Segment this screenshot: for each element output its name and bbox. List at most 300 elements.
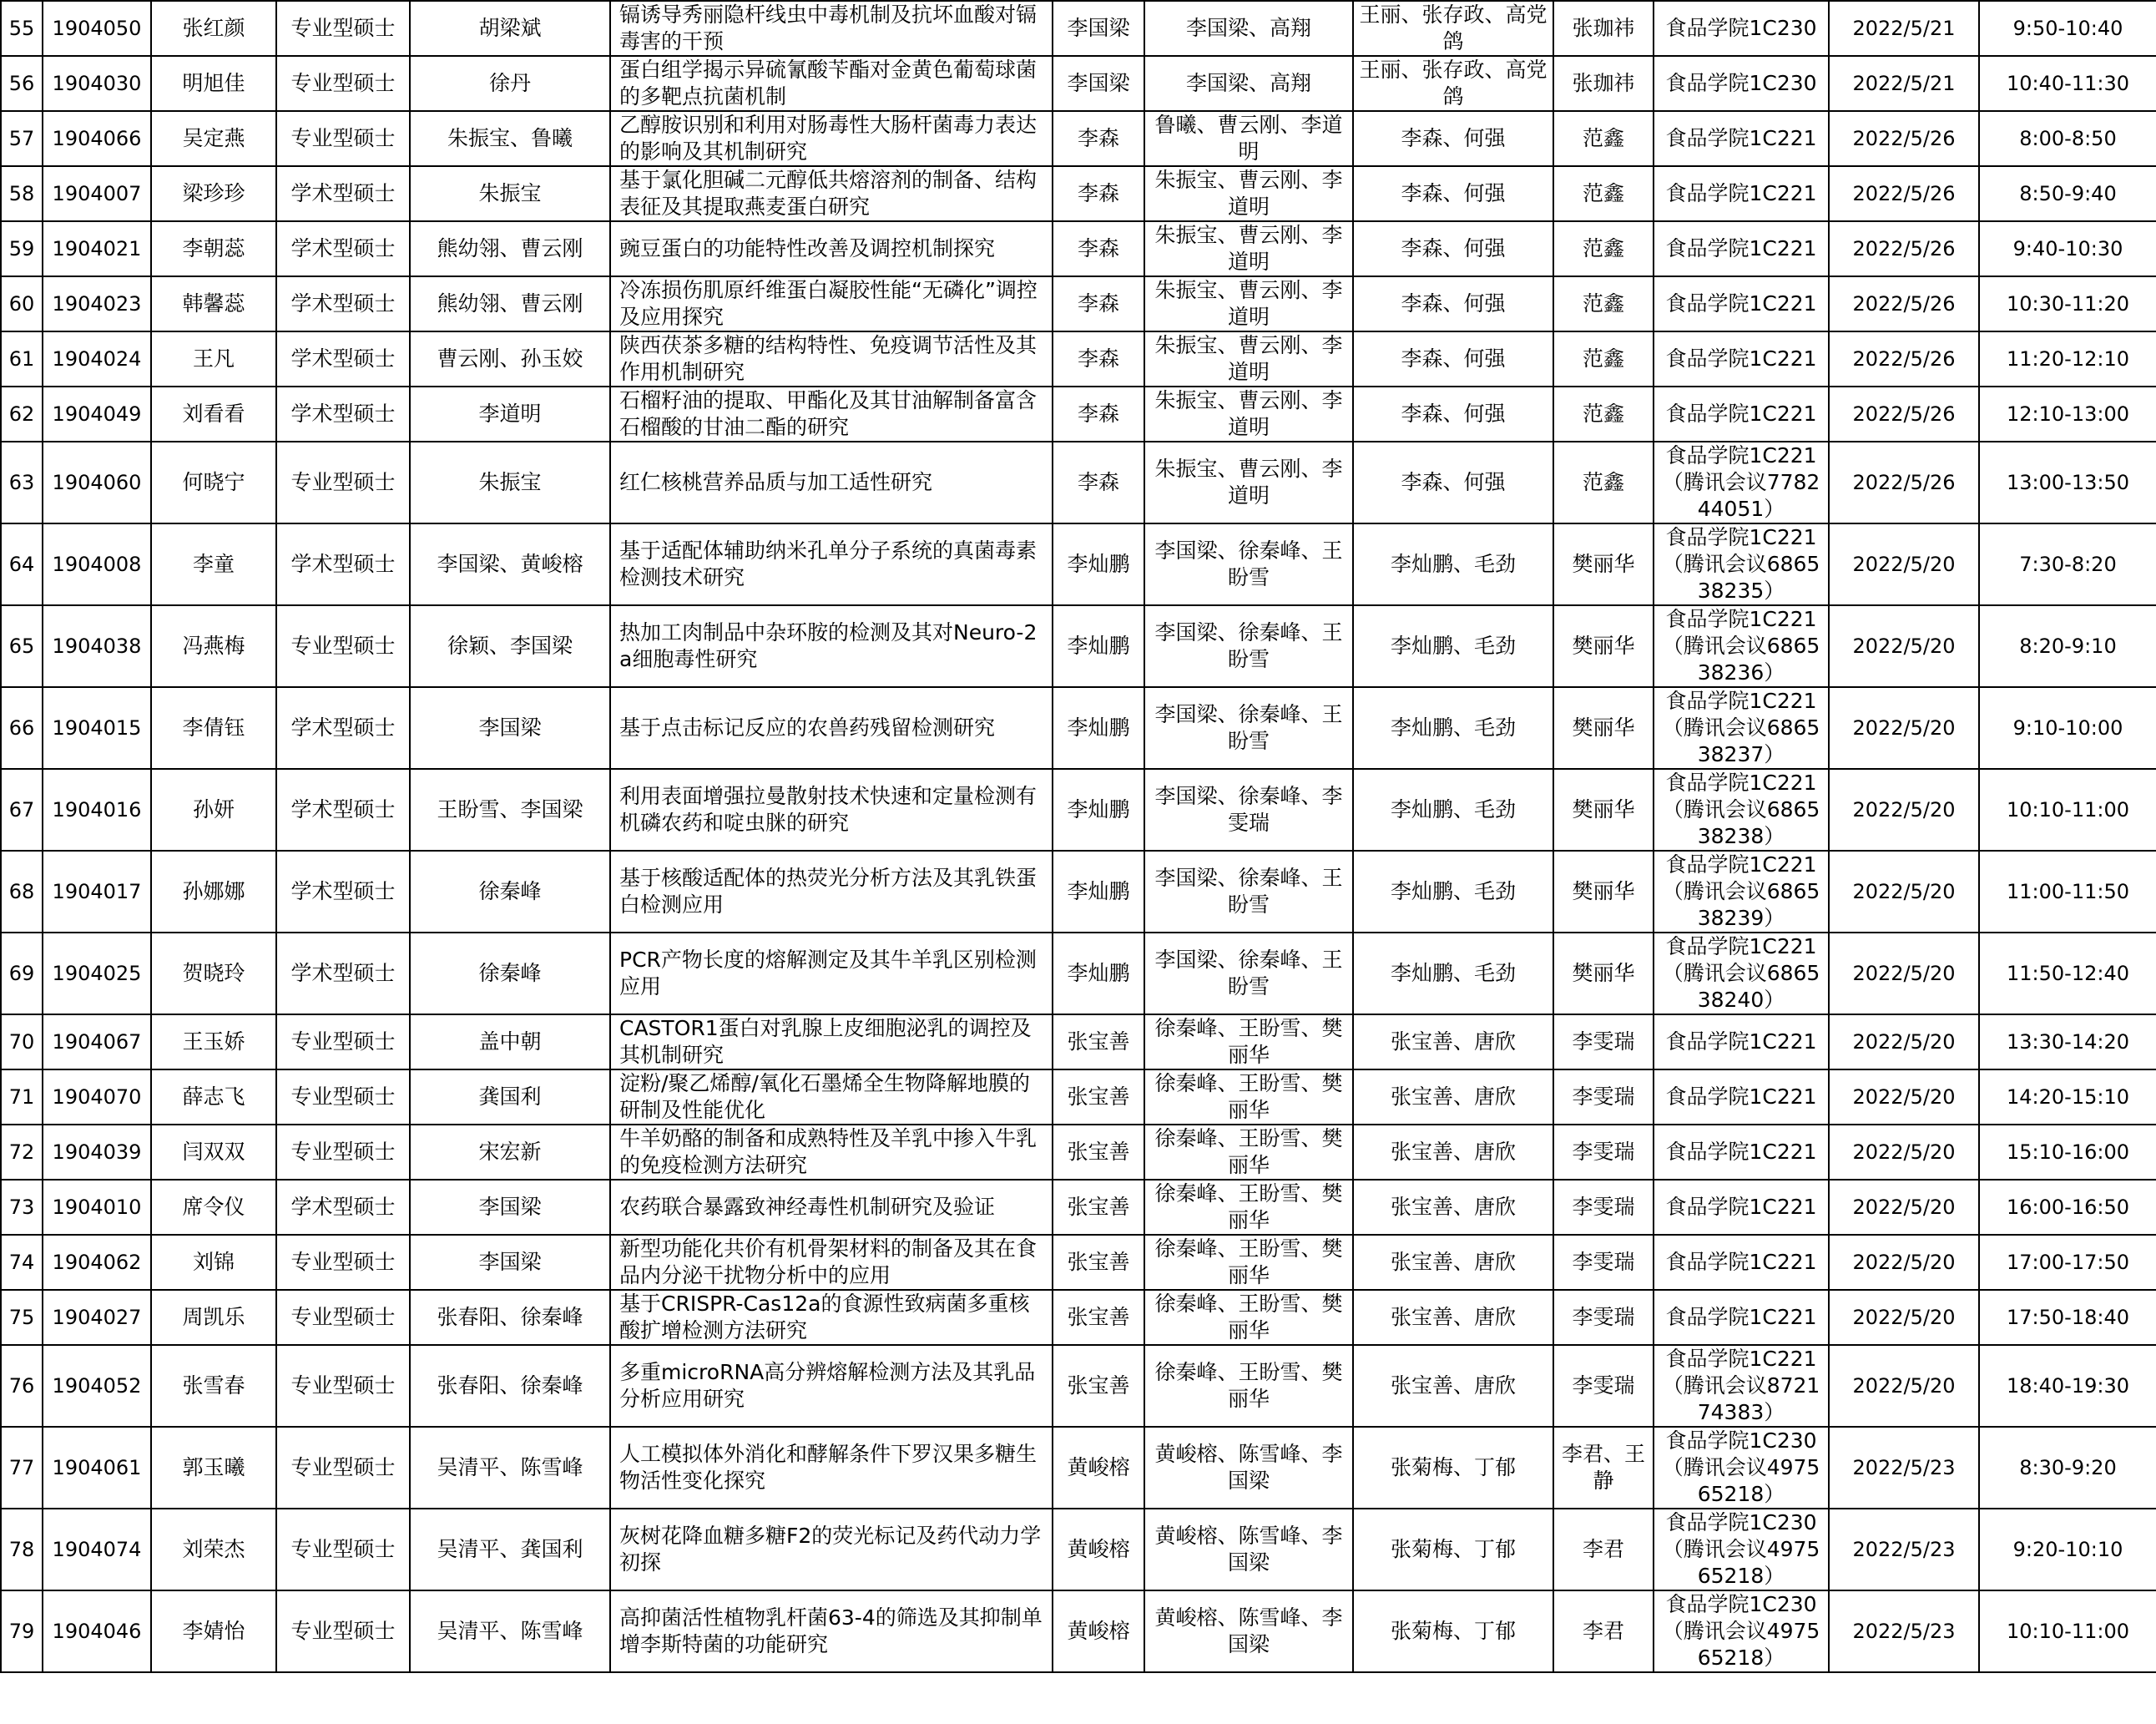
time-cell: 8:00-8:50 [1979, 111, 2156, 166]
student-name-cell: 孙妍 [151, 769, 276, 851]
committee-members-cell: 王丽、张存政、高党鸽 [1353, 1, 1553, 56]
chair-cell: 张宝善 [1053, 1290, 1144, 1345]
advisor-cell: 张春阳、徐秦峰 [410, 1290, 610, 1345]
advisor-cell: 李国梁、黄峻榕 [410, 523, 610, 605]
reviewers-cell: 鲁曦、曹云刚、李道明 [1144, 111, 1353, 166]
chair-cell: 李灿鹏 [1053, 523, 1144, 605]
reviewers-cell: 李国梁、高翔 [1144, 56, 1353, 111]
location-cell: 食品学院1C221（腾讯会议686538240） [1654, 933, 1829, 1014]
student-id-cell: 1904017 [43, 851, 151, 933]
secretary-cell: 李君 [1553, 1509, 1654, 1590]
student-name-cell: 刘锦 [151, 1235, 276, 1290]
time-cell: 7:30-8:20 [1979, 523, 2156, 605]
secretary-cell: 范鑫 [1553, 221, 1654, 276]
chair-cell: 张宝善 [1053, 1345, 1144, 1427]
date-cell: 2022/5/26 [1829, 166, 1979, 221]
location-cell: 食品学院1C230 [1654, 56, 1829, 111]
degree-type-cell: 专业型硕士 [276, 111, 410, 166]
advisor-cell: 朱振宝 [410, 442, 610, 523]
location-cell: 食品学院1C221 [1654, 221, 1829, 276]
row-number-cell: 60 [1, 276, 43, 331]
date-cell: 2022/5/26 [1829, 387, 1979, 442]
location-cell: 食品学院1C221（腾讯会议872174383） [1654, 1345, 1829, 1427]
location-cell: 食品学院1C221（腾讯会议778244051） [1654, 442, 1829, 523]
location-cell: 食品学院1C221（腾讯会议686538238） [1654, 769, 1829, 851]
advisor-cell: 李国梁 [410, 687, 610, 769]
degree-type-cell: 学术型硕士 [276, 687, 410, 769]
time-cell: 12:10-13:00 [1979, 387, 2156, 442]
row-number-cell: 69 [1, 933, 43, 1014]
student-name-cell: 何晓宁 [151, 442, 276, 523]
degree-type-cell: 专业型硕士 [276, 1069, 410, 1125]
secretary-cell: 范鑫 [1553, 276, 1654, 331]
reviewers-cell: 徐秦峰、王盼雪、樊丽华 [1144, 1235, 1353, 1290]
time-cell: 18:40-19:30 [1979, 1345, 2156, 1427]
student-name-cell: 席令仪 [151, 1180, 276, 1235]
degree-type-cell: 学术型硕士 [276, 166, 410, 221]
committee-members-cell: 李灿鹏、毛劲 [1353, 523, 1553, 605]
reviewers-cell: 李国梁、徐秦峰、王盼雪 [1144, 523, 1353, 605]
student-name-cell: 周凯乐 [151, 1290, 276, 1345]
student-name-cell: 韩馨蕊 [151, 276, 276, 331]
chair-cell: 黄峻榕 [1053, 1509, 1144, 1590]
thesis-title-cell: 基于核酸适配体的热荧光分析方法及其乳铁蛋白检测应用 [610, 851, 1053, 933]
thesis-title-cell: 新型功能化共价有机骨架材料的制备及其在食品内分泌干扰物分析中的应用 [610, 1235, 1053, 1290]
student-name-cell: 梁珍珍 [151, 166, 276, 221]
table-row [1, 221, 2156, 276]
time-cell: 13:30-14:20 [1979, 1014, 2156, 1069]
location-cell: 食品学院1C221 [1654, 1235, 1829, 1290]
table-row [1, 1590, 2156, 1672]
table-row [1, 387, 2156, 442]
chair-cell: 李灿鹏 [1053, 687, 1144, 769]
reviewers-cell: 徐秦峰、王盼雪、樊丽华 [1144, 1345, 1353, 1427]
advisor-cell: 龚国利 [410, 1069, 610, 1125]
reviewers-cell: 徐秦峰、王盼雪、樊丽华 [1144, 1014, 1353, 1069]
table-row [1, 1, 2156, 56]
degree-type-cell: 学术型硕士 [276, 387, 410, 442]
secretary-cell: 张珈祎 [1553, 56, 1654, 111]
location-cell: 食品学院1C221 [1654, 111, 1829, 166]
time-cell: 11:50-12:40 [1979, 933, 2156, 1014]
time-cell: 8:20-9:10 [1979, 605, 2156, 687]
table-row [1, 605, 2156, 687]
table-body [1, 1, 2156, 1672]
committee-members-cell: 李森、何强 [1353, 111, 1553, 166]
location-cell: 食品学院1C221 [1654, 1014, 1829, 1069]
secretary-cell: 樊丽华 [1553, 851, 1654, 933]
secretary-cell: 李雯瑞 [1553, 1014, 1654, 1069]
date-cell: 2022/5/23 [1829, 1590, 1979, 1672]
reviewers-cell: 徐秦峰、王盼雪、樊丽华 [1144, 1180, 1353, 1235]
reviewers-cell: 黄峻榕、陈雪峰、李国梁 [1144, 1590, 1353, 1672]
location-cell: 食品学院1C230（腾讯会议497565218） [1654, 1509, 1829, 1590]
time-cell: 11:00-11:50 [1979, 851, 2156, 933]
chair-cell: 李森 [1053, 331, 1144, 387]
table-row [1, 1509, 2156, 1590]
row-number-cell: 65 [1, 605, 43, 687]
date-cell: 2022/5/21 [1829, 1, 1979, 56]
date-cell: 2022/5/20 [1829, 1014, 1979, 1069]
time-cell: 10:10-11:00 [1979, 769, 2156, 851]
secretary-cell: 樊丽华 [1553, 769, 1654, 851]
reviewers-cell: 朱振宝、曹云刚、李道明 [1144, 276, 1353, 331]
advisor-cell: 徐颖、李国梁 [410, 605, 610, 687]
committee-members-cell: 李森、何强 [1353, 276, 1553, 331]
advisor-cell: 徐秦峰 [410, 933, 610, 1014]
student-id-cell: 1904024 [43, 331, 151, 387]
chair-cell: 李国梁 [1053, 56, 1144, 111]
secretary-cell: 范鑫 [1553, 387, 1654, 442]
location-cell: 食品学院1C230（腾讯会议497565218） [1654, 1590, 1829, 1672]
student-id-cell: 1904016 [43, 769, 151, 851]
date-cell: 2022/5/20 [1829, 523, 1979, 605]
secretary-cell: 樊丽华 [1553, 933, 1654, 1014]
student-name-cell: 张雪春 [151, 1345, 276, 1427]
row-number-cell: 63 [1, 442, 43, 523]
student-id-cell: 1904007 [43, 166, 151, 221]
chair-cell: 张宝善 [1053, 1235, 1144, 1290]
committee-members-cell: 张宝善、唐欣 [1353, 1069, 1553, 1125]
thesis-title-cell: 利用表面增强拉曼散射技术快速和定量检测有机磷农药和啶虫脒的研究 [610, 769, 1053, 851]
thesis-title-cell: 陕西茯茶多糖的结构特性、免疫调节活性及其作用机制研究 [610, 331, 1053, 387]
secretary-cell: 李雯瑞 [1553, 1125, 1654, 1180]
date-cell: 2022/5/26 [1829, 331, 1979, 387]
advisor-cell: 徐丹 [410, 56, 610, 111]
committee-members-cell: 张宝善、唐欣 [1353, 1180, 1553, 1235]
chair-cell: 张宝善 [1053, 1069, 1144, 1125]
secretary-cell: 李雯瑞 [1553, 1290, 1654, 1345]
secretary-cell: 樊丽华 [1553, 687, 1654, 769]
committee-members-cell: 李灿鹏、毛劲 [1353, 933, 1553, 1014]
degree-type-cell: 专业型硕士 [276, 1590, 410, 1672]
location-cell: 食品学院1C221（腾讯会议686538236） [1654, 605, 1829, 687]
time-cell: 9:50-10:40 [1979, 1, 2156, 56]
table-row [1, 331, 2156, 387]
secretary-cell: 李雯瑞 [1553, 1235, 1654, 1290]
row-number-cell: 78 [1, 1509, 43, 1590]
thesis-title-cell: 冷冻损伤肌原纤维蛋白凝胶性能“无磷化”调控及应用探究 [610, 276, 1053, 331]
student-name-cell: 冯燕梅 [151, 605, 276, 687]
row-number-cell: 64 [1, 523, 43, 605]
chair-cell: 黄峻榕 [1053, 1427, 1144, 1509]
location-cell: 食品学院1C221 [1654, 166, 1829, 221]
time-cell: 17:00-17:50 [1979, 1235, 2156, 1290]
secretary-cell: 李君、王静 [1553, 1427, 1654, 1509]
committee-members-cell: 李灿鹏、毛劲 [1353, 769, 1553, 851]
date-cell: 2022/5/26 [1829, 221, 1979, 276]
student-name-cell: 王凡 [151, 331, 276, 387]
committee-members-cell: 李灿鹏、毛劲 [1353, 851, 1553, 933]
student-name-cell: 李婧怡 [151, 1590, 276, 1672]
date-cell: 2022/5/20 [1829, 1345, 1979, 1427]
secretary-cell: 樊丽华 [1553, 605, 1654, 687]
reviewers-cell: 黄峻榕、陈雪峰、李国梁 [1144, 1509, 1353, 1590]
student-name-cell: 王玉娇 [151, 1014, 276, 1069]
location-cell: 食品学院1C221 [1654, 387, 1829, 442]
chair-cell: 李森 [1053, 221, 1144, 276]
time-cell: 13:00-13:50 [1979, 442, 2156, 523]
advisor-cell: 李国梁 [410, 1235, 610, 1290]
student-id-cell: 1904039 [43, 1125, 151, 1180]
reviewers-cell: 徐秦峰、王盼雪、樊丽华 [1144, 1069, 1353, 1125]
degree-type-cell: 学术型硕士 [276, 933, 410, 1014]
advisor-cell: 曹云刚、孙玉姣 [410, 331, 610, 387]
advisor-cell: 胡梁斌 [410, 1, 610, 56]
location-cell: 食品学院1C221（腾讯会议686538235） [1654, 523, 1829, 605]
table-row [1, 111, 2156, 166]
chair-cell: 李森 [1053, 276, 1144, 331]
student-id-cell: 1904066 [43, 111, 151, 166]
committee-members-cell: 张宝善、唐欣 [1353, 1014, 1553, 1069]
secretary-cell: 李君 [1553, 1590, 1654, 1672]
advisor-cell: 朱振宝 [410, 166, 610, 221]
location-cell: 食品学院1C230（腾讯会议497565218） [1654, 1427, 1829, 1509]
date-cell: 2022/5/23 [1829, 1509, 1979, 1590]
advisor-cell: 王盼雪、李国梁 [410, 769, 610, 851]
row-number-cell: 55 [1, 1, 43, 56]
row-number-cell: 71 [1, 1069, 43, 1125]
secretary-cell: 李雯瑞 [1553, 1345, 1654, 1427]
row-number-cell: 56 [1, 56, 43, 111]
thesis-title-cell: 基于CRISPR-Cas12a的食源性致病菌多重核酸扩增检测方法研究 [610, 1290, 1053, 1345]
table-row [1, 1290, 2156, 1345]
location-cell: 食品学院1C221 [1654, 276, 1829, 331]
degree-type-cell: 学术型硕士 [276, 769, 410, 851]
row-number-cell: 68 [1, 851, 43, 933]
reviewers-cell: 黄峻榕、陈雪峰、李国梁 [1144, 1427, 1353, 1509]
committee-members-cell: 李森、何强 [1353, 221, 1553, 276]
advisor-cell: 熊幼翎、曹云刚 [410, 221, 610, 276]
date-cell: 2022/5/26 [1829, 276, 1979, 331]
date-cell: 2022/5/20 [1829, 769, 1979, 851]
chair-cell: 张宝善 [1053, 1125, 1144, 1180]
reviewers-cell: 朱振宝、曹云刚、李道明 [1144, 442, 1353, 523]
student-name-cell: 李倩钰 [151, 687, 276, 769]
student-name-cell: 薛志飞 [151, 1069, 276, 1125]
thesis-title-cell: 石榴籽油的提取、甲酯化及其甘油解制备富含石榴酸的甘油二酯的研究 [610, 387, 1053, 442]
time-cell: 9:40-10:30 [1979, 221, 2156, 276]
student-name-cell: 吴定燕 [151, 111, 276, 166]
location-cell: 食品学院1C221 [1654, 1290, 1829, 1345]
thesis-title-cell: 红仁核桃营养品质与加工适性研究 [610, 442, 1053, 523]
student-id-cell: 1904074 [43, 1509, 151, 1590]
row-number-cell: 57 [1, 111, 43, 166]
degree-type-cell: 专业型硕士 [276, 1125, 410, 1180]
time-cell: 17:50-18:40 [1979, 1290, 2156, 1345]
row-number-cell: 61 [1, 331, 43, 387]
student-id-cell: 1904030 [43, 56, 151, 111]
date-cell: 2022/5/20 [1829, 933, 1979, 1014]
chair-cell: 李森 [1053, 442, 1144, 523]
student-name-cell: 明旭佳 [151, 56, 276, 111]
date-cell: 2022/5/20 [1829, 1125, 1979, 1180]
committee-members-cell: 张菊梅、丁郁 [1353, 1509, 1553, 1590]
secretary-cell: 樊丽华 [1553, 523, 1654, 605]
row-number-cell: 74 [1, 1235, 43, 1290]
thesis-title-cell: PCR产物长度的熔解测定及其牛羊乳区别检测应用 [610, 933, 1053, 1014]
row-number-cell: 70 [1, 1014, 43, 1069]
advisor-cell: 吴清平、陈雪峰 [410, 1427, 610, 1509]
advisor-cell: 吴清平、陈雪峰 [410, 1590, 610, 1672]
student-id-cell: 1904015 [43, 687, 151, 769]
time-cell: 15:10-16:00 [1979, 1125, 2156, 1180]
committee-members-cell: 张菊梅、丁郁 [1353, 1590, 1553, 1672]
degree-type-cell: 学术型硕士 [276, 851, 410, 933]
location-cell: 食品学院1C221（腾讯会议686538239） [1654, 851, 1829, 933]
date-cell: 2022/5/20 [1829, 687, 1979, 769]
row-number-cell: 76 [1, 1345, 43, 1427]
table-row [1, 769, 2156, 851]
date-cell: 2022/5/20 [1829, 1069, 1979, 1125]
student-name-cell: 李朝蕊 [151, 221, 276, 276]
advisor-cell: 盖中朝 [410, 1014, 610, 1069]
chair-cell: 张宝善 [1053, 1014, 1144, 1069]
time-cell: 9:20-10:10 [1979, 1509, 2156, 1590]
degree-type-cell: 专业型硕士 [276, 1, 410, 56]
table-row [1, 1235, 2156, 1290]
committee-members-cell: 李森、何强 [1353, 387, 1553, 442]
reviewers-cell: 朱振宝、曹云刚、李道明 [1144, 387, 1353, 442]
student-id-cell: 1904050 [43, 1, 151, 56]
advisor-cell: 宋宏新 [410, 1125, 610, 1180]
thesis-title-cell: 牛羊奶酪的制备和成熟特性及羊乳中掺入牛乳的免疫检测方法研究 [610, 1125, 1053, 1180]
degree-type-cell: 专业型硕士 [276, 1345, 410, 1427]
chair-cell: 李国梁 [1053, 1, 1144, 56]
location-cell: 食品学院1C221 [1654, 1125, 1829, 1180]
time-cell: 10:10-11:00 [1979, 1590, 2156, 1672]
student-id-cell: 1904070 [43, 1069, 151, 1125]
student-id-cell: 1904046 [43, 1590, 151, 1672]
secretary-cell: 范鑫 [1553, 166, 1654, 221]
thesis-title-cell: 基于适配体辅助纳米孔单分子系统的真菌毒素检测技术研究 [610, 523, 1053, 605]
row-number-cell: 66 [1, 687, 43, 769]
secretary-cell: 范鑫 [1553, 442, 1654, 523]
row-number-cell: 79 [1, 1590, 43, 1672]
committee-members-cell: 张菊梅、丁郁 [1353, 1427, 1553, 1509]
time-cell: 16:00-16:50 [1979, 1180, 2156, 1235]
student-id-cell: 1904023 [43, 276, 151, 331]
student-id-cell: 1904067 [43, 1014, 151, 1069]
time-cell: 14:20-15:10 [1979, 1069, 2156, 1125]
row-number-cell: 73 [1, 1180, 43, 1235]
thesis-title-cell: 乙醇胺识别和利用对肠毒性大肠杆菌毒力表达的影响及其机制研究 [610, 111, 1053, 166]
secretary-cell: 李雯瑞 [1553, 1069, 1654, 1125]
row-number-cell: 75 [1, 1290, 43, 1345]
row-number-cell: 62 [1, 387, 43, 442]
chair-cell: 李灿鹏 [1053, 933, 1144, 1014]
reviewers-cell: 李国梁、徐秦峰、王盼雪 [1144, 605, 1353, 687]
degree-type-cell: 专业型硕士 [276, 1427, 410, 1509]
reviewers-cell: 朱振宝、曹云刚、李道明 [1144, 221, 1353, 276]
student-id-cell: 1904021 [43, 221, 151, 276]
degree-type-cell: 学术型硕士 [276, 331, 410, 387]
thesis-title-cell: 灰树花降血糖多糖F2的荧光标记及药代动力学初探 [610, 1509, 1053, 1590]
student-name-cell: 张红颜 [151, 1, 276, 56]
thesis-title-cell: 基于氯化胆碱二元醇低共熔溶剂的制备、结构表征及其提取燕麦蛋白研究 [610, 166, 1053, 221]
reviewers-cell: 李国梁、徐秦峰、王盼雪 [1144, 851, 1353, 933]
student-id-cell: 1904049 [43, 387, 151, 442]
student-id-cell: 1904052 [43, 1345, 151, 1427]
table-row [1, 1125, 2156, 1180]
student-id-cell: 1904008 [43, 523, 151, 605]
committee-members-cell: 张宝善、唐欣 [1353, 1345, 1553, 1427]
thesis-title-cell: CASTOR1蛋白对乳腺上皮细胞泌乳的调控及其机制研究 [610, 1014, 1053, 1069]
degree-type-cell: 专业型硕士 [276, 442, 410, 523]
table-row [1, 56, 2156, 111]
chair-cell: 李森 [1053, 166, 1144, 221]
chair-cell: 黄峻榕 [1053, 1590, 1144, 1672]
table-row [1, 1427, 2156, 1509]
location-cell: 食品学院1C230 [1654, 1, 1829, 56]
date-cell: 2022/5/20 [1829, 1180, 1979, 1235]
thesis-title-cell: 蛋白组学揭示异硫氰酸苄酯对金黄色葡萄球菌的多靶点抗菌机制 [610, 56, 1053, 111]
committee-members-cell: 李森、何强 [1353, 166, 1553, 221]
location-cell: 食品学院1C221 [1654, 331, 1829, 387]
advisor-cell: 李道明 [410, 387, 610, 442]
advisor-cell: 徐秦峰 [410, 851, 610, 933]
student-id-cell: 1904010 [43, 1180, 151, 1235]
secretary-cell: 李雯瑞 [1553, 1180, 1654, 1235]
committee-members-cell: 张宝善、唐欣 [1353, 1290, 1553, 1345]
degree-type-cell: 学术型硕士 [276, 1180, 410, 1235]
reviewers-cell: 李国梁、徐秦峰、李雯瑞 [1144, 769, 1353, 851]
degree-type-cell: 学术型硕士 [276, 523, 410, 605]
table-row [1, 276, 2156, 331]
location-cell: 食品学院1C221（腾讯会议686538237） [1654, 687, 1829, 769]
reviewers-cell: 李国梁、徐秦峰、王盼雪 [1144, 687, 1353, 769]
table-row [1, 166, 2156, 221]
reviewers-cell: 朱振宝、曹云刚、李道明 [1144, 166, 1353, 221]
date-cell: 2022/5/26 [1829, 442, 1979, 523]
reviewers-cell: 李国梁、徐秦峰、王盼雪 [1144, 933, 1353, 1014]
table-row [1, 687, 2156, 769]
thesis-title-cell: 农药联合暴露致神经毒性机制研究及验证 [610, 1180, 1053, 1235]
table-row [1, 851, 2156, 933]
advisor-cell: 吴清平、龚国利 [410, 1509, 610, 1590]
time-cell: 10:30-11:20 [1979, 276, 2156, 331]
committee-members-cell: 李灿鹏、毛劲 [1353, 605, 1553, 687]
time-cell: 9:10-10:00 [1979, 687, 2156, 769]
secretary-cell: 范鑫 [1553, 111, 1654, 166]
date-cell: 2022/5/23 [1829, 1427, 1979, 1509]
thesis-title-cell: 人工模拟体外消化和酵解条件下罗汉果多糖生物活性变化探究 [610, 1427, 1053, 1509]
table-row [1, 1069, 2156, 1125]
table-row [1, 523, 2156, 605]
row-number-cell: 67 [1, 769, 43, 851]
reviewers-cell: 徐秦峰、王盼雪、樊丽华 [1144, 1290, 1353, 1345]
location-cell: 食品学院1C221 [1654, 1180, 1829, 1235]
table-row [1, 442, 2156, 523]
student-name-cell: 李童 [151, 523, 276, 605]
table-row [1, 1014, 2156, 1069]
advisor-cell: 李国梁 [410, 1180, 610, 1235]
thesis-title-cell: 镉诱导秀丽隐杆线虫中毒机制及抗坏血酸对镉毒害的干预 [610, 1, 1053, 56]
student-id-cell: 1904060 [43, 442, 151, 523]
chair-cell: 李灿鹏 [1053, 851, 1144, 933]
chair-cell: 李灿鹏 [1053, 769, 1144, 851]
date-cell: 2022/5/20 [1829, 1235, 1979, 1290]
time-cell: 8:30-9:20 [1979, 1427, 2156, 1509]
degree-type-cell: 专业型硕士 [276, 56, 410, 111]
table-row [1, 933, 2156, 1014]
time-cell: 10:40-11:30 [1979, 56, 2156, 111]
committee-members-cell: 王丽、张存政、高党鸽 [1353, 56, 1553, 111]
advisor-cell: 熊幼翎、曹云刚 [410, 276, 610, 331]
student-name-cell: 闫双双 [151, 1125, 276, 1180]
table-row [1, 1345, 2156, 1427]
degree-type-cell: 专业型硕士 [276, 1290, 410, 1345]
